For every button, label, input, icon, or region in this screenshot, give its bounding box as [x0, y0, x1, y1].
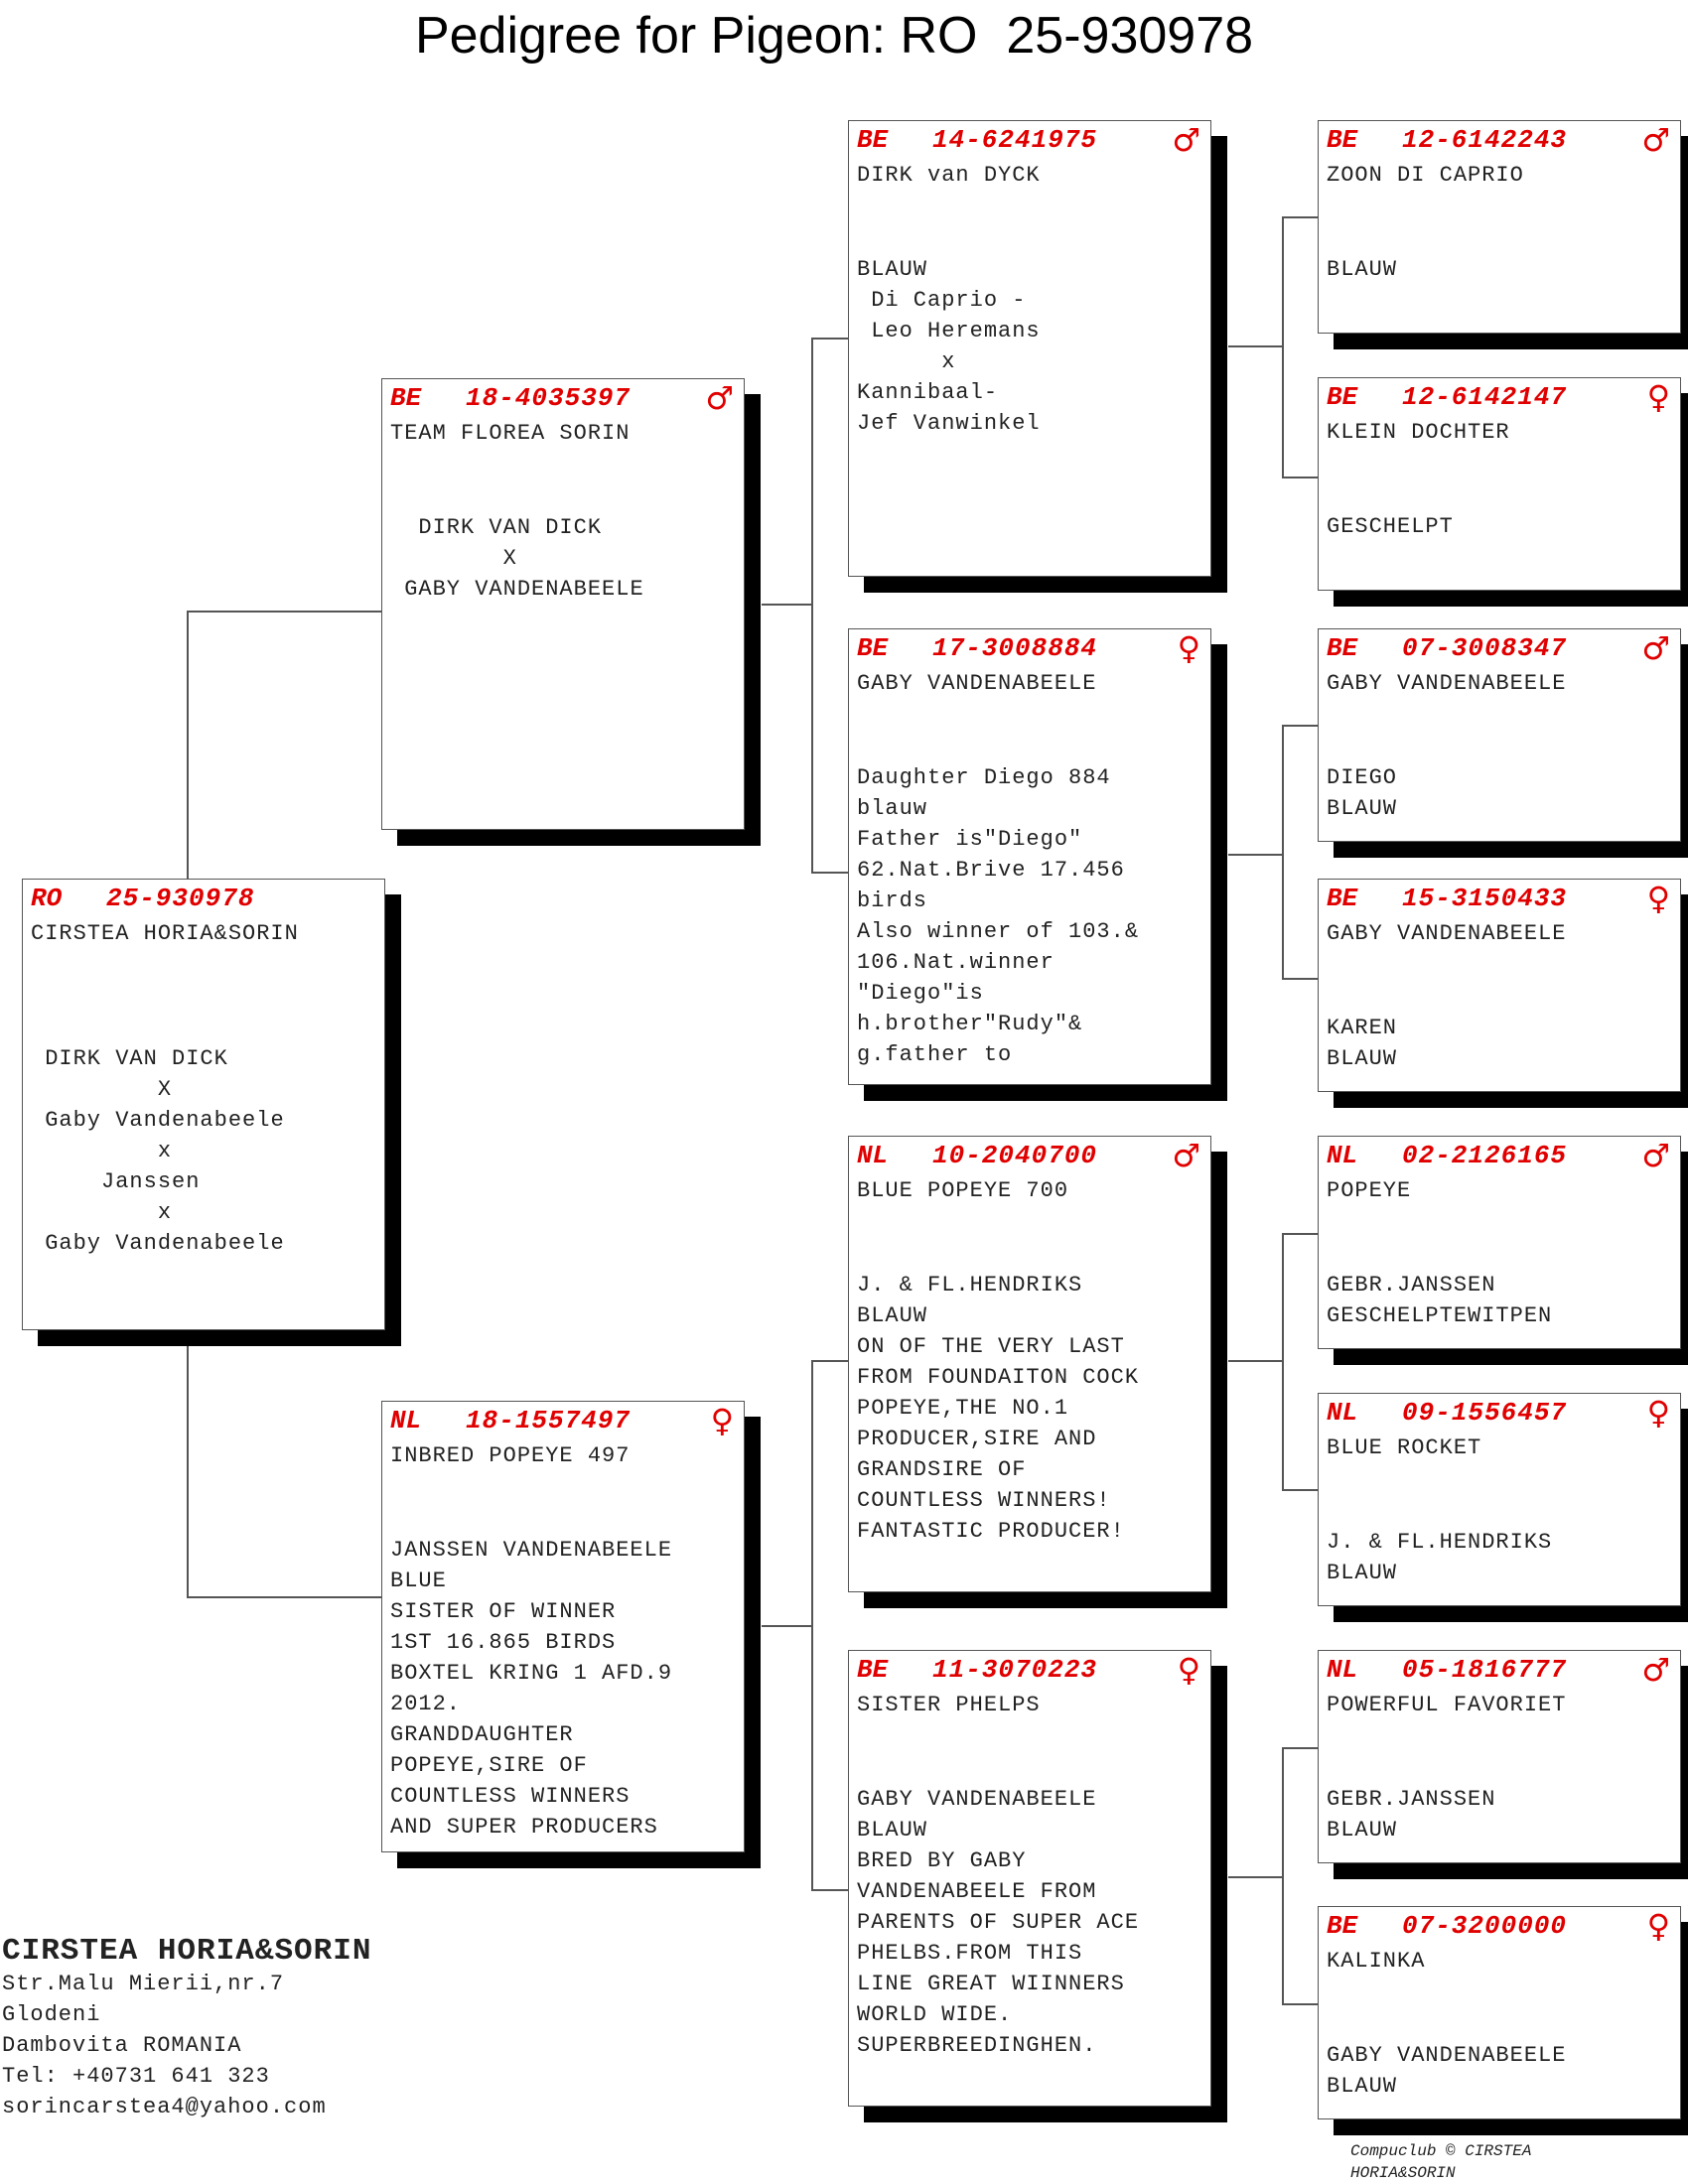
pigeon-details: BLAUW [1327, 257, 1398, 282]
country-code: NL [1327, 1655, 1358, 1685]
ring-number: 15-3150433 [1402, 884, 1568, 913]
pigeon-details: DIRK VAN DICK X Gaby Vandenabeele x Janssen x Gaby Vandenabeele [45, 1046, 285, 1256]
female-icon: ♀ [1646, 1394, 1670, 1432]
female-icon: ♀ [710, 1402, 734, 1439]
male-icon: ♂ [1172, 121, 1200, 159]
pigeon-details: DIEGO BLAUW [1327, 765, 1398, 821]
male-icon: ♂ [705, 379, 734, 417]
pigeon-details: GEBR.JANSSEN GESCHELPTEWITPEN [1327, 1273, 1553, 1328]
footer-line-1: Compuclub © CIRSTEA [1350, 2142, 1532, 2160]
pigeon-details: GABY VANDENABEELE BLAUW BRED BY GABY VANDENABEELE FROM PARENTS OF SUPER ACE PHELBS.FROM THIS LINE GREAT WIINNERS WORLD WIDE. SUPERBREEDINGHEN. [857, 1787, 1140, 2058]
connector-line [187, 1330, 189, 1598]
connector-line [811, 338, 813, 874]
pigeon-card-dam-dam-dam[interactable] [1318, 1906, 1681, 2119]
female-icon: ♀ [1177, 1651, 1200, 1689]
ring-number: 25-930978 [106, 884, 255, 913]
male-icon: ♂ [1641, 121, 1670, 159]
connector-line [1282, 1233, 1284, 1491]
pigeon-card-sire-sire-dam[interactable] [1318, 377, 1681, 591]
male-icon: ♂ [1641, 1137, 1670, 1174]
country-code: NL [1327, 1141, 1358, 1170]
ring-number: 09-1556457 [1402, 1398, 1568, 1428]
ring-number: 07-3008347 [1402, 633, 1568, 663]
pigeon-card-dam-dam-sire[interactable] [1318, 1650, 1681, 1863]
connector-line [1282, 1489, 1318, 1491]
female-icon: ♀ [1177, 629, 1200, 667]
pigeon-details: GEBR.JANSSEN BLAUW [1327, 1787, 1496, 1843]
connector-line [762, 1625, 811, 1627]
ring-number: 18-4035397 [466, 383, 632, 413]
connector-line [1228, 1360, 1282, 1362]
pigeon-name: ZOON DI CAPRIO [1327, 163, 1524, 188]
pigeon-name: KALINKA [1327, 1949, 1426, 1974]
connector-line [1282, 216, 1284, 478]
country-code: NL [857, 1141, 889, 1170]
ring-number: 02-2126165 [1402, 1141, 1568, 1170]
country-code: BE [1327, 125, 1358, 155]
male-icon: ♂ [1641, 1651, 1670, 1689]
connector-line [1282, 216, 1318, 218]
connector-line [762, 604, 811, 606]
pigeon-name: TEAM FLOREA SORIN [390, 421, 631, 446]
pigeon-name: BLUE ROCKET [1327, 1435, 1482, 1460]
pigeon-details: JANSSEN VANDENABEELE BLUE SISTER OF WINNER 1ST 16.865 BIRDS BOXTEL KRING 1 AFD.9 2012. GRANDDAUGHTER POPEYE,SIRE OF COUNTLESS WINNERS AND SUPER PRODUCERS [390, 1538, 673, 1840]
pigeon-name: GABY VANDENABEELE [857, 671, 1097, 696]
country-code: NL [1327, 1398, 1358, 1428]
connector-line [1228, 345, 1282, 347]
connector-line [1282, 477, 1318, 478]
country-code: RO [31, 884, 63, 913]
ring-number: 07-3200000 [1402, 1911, 1568, 1941]
owner-phone: Tel: +40731 641 323 [2, 2064, 270, 2089]
connector-line [1228, 854, 1282, 856]
connector-line [811, 1360, 848, 1362]
ring-number: 05-1816777 [1402, 1655, 1568, 1685]
connector-line [1282, 2003, 1318, 2005]
country-code: BE [857, 633, 889, 663]
pigeon-details: Daughter Diego 884 blauw Father is"Diego" 62.Nat.Brive 17.456 birds Also winner of 103.& 106.Nat.winner "Diego"is h.brother"Rudy"& g.father to [857, 765, 1140, 1067]
pigeon-card-sire-dam-dam[interactable] [1318, 879, 1681, 1092]
male-icon: ♂ [1641, 629, 1670, 667]
owner-town: Glodeni [2, 2002, 101, 2027]
female-icon: ♀ [1646, 378, 1670, 416]
connector-line [811, 1889, 848, 1891]
connector-line [811, 1360, 813, 1891]
female-icon: ♀ [1646, 1907, 1670, 1945]
country-code: BE [390, 383, 422, 413]
country-code: BE [1327, 382, 1358, 412]
country-code: NL [390, 1406, 422, 1435]
connector-line [1282, 978, 1318, 980]
connector-line [1282, 1747, 1318, 1749]
pigeon-card-dam-dam[interactable] [848, 1650, 1211, 2107]
pigeon-card-dam-sire[interactable] [848, 1136, 1211, 1592]
pigeon-name: KLEIN DOCHTER [1327, 420, 1510, 445]
pigeon-name: SISTER PHELPS [857, 1693, 1041, 1717]
pigeon-name: DIRK van DYCK [857, 163, 1041, 188]
pigeon-details: BLAUW Di Caprio - Leo Heremans x Kannibaal- Jef Vanwinkel [857, 257, 1041, 436]
pigeon-card-dam[interactable] [381, 1401, 745, 1852]
pigeon-card-sire-dam[interactable] [848, 628, 1211, 1085]
ring-number: 18-1557497 [466, 1406, 632, 1435]
owner-contact [2, 1934, 371, 2122]
pigeon-name: GABY VANDENABEELE [1327, 671, 1567, 696]
connector-line [811, 872, 848, 874]
country-code: BE [1327, 633, 1358, 663]
country-code: BE [1327, 884, 1358, 913]
ring-number: 10-2040700 [932, 1141, 1098, 1170]
connector-line [1282, 1233, 1318, 1235]
connector-line [811, 338, 848, 340]
pigeon-card-subject[interactable] [22, 879, 385, 1330]
page-title: Pedigree for Pigeon: RO 25-930978 [414, 7, 1254, 65]
pigeon-details: GABY VANDENABEELE BLAUW [1327, 2043, 1567, 2099]
pigeon-name: BLUE POPEYE 700 [857, 1178, 1069, 1203]
pigeon-card-dam-sire-dam[interactable] [1318, 1393, 1681, 1606]
pigeon-details: J. & FL.HENDRIKS BLAUW ON OF THE VERY LAST FROM FOUNDAITON COCK POPEYE,THE NO.1 PRODUCER,SIRE AND GRANDSIRE OF COUNTLESS WINNERS! FANTASTIC PRODUCER! [857, 1273, 1140, 1544]
connector-line [187, 611, 381, 613]
connector-line [1282, 725, 1284, 980]
connector-line [1228, 1876, 1282, 1878]
country-code: BE [857, 1655, 889, 1685]
ring-number: 17-3008884 [932, 633, 1098, 663]
pigeon-details: KAREN BLAUW [1327, 1016, 1398, 1071]
ring-number: 12-6142147 [1402, 382, 1568, 412]
pigeon-card-sire-dam-sire[interactable] [1318, 628, 1681, 842]
ring-number: 12-6142243 [1402, 125, 1568, 155]
connector-line [1282, 725, 1318, 727]
pigeon-name: POPEYE [1327, 1178, 1412, 1203]
owner-region: Dambovita ROMANIA [2, 2033, 242, 2058]
pigeon-name: CIRSTEA HORIA&SORIN [31, 921, 299, 946]
pigeon-details: DIRK VAN DICK X GABY VANDENABEELE [404, 515, 644, 602]
pigeon-card-sire[interactable] [381, 378, 745, 830]
pigeon-card-sire-sire[interactable] [848, 120, 1211, 577]
female-icon: ♀ [1646, 880, 1670, 917]
pigeon-details: J. & FL.HENDRIKS BLAUW [1327, 1530, 1553, 1585]
male-icon: ♂ [1172, 1137, 1200, 1174]
country-code: BE [857, 125, 889, 155]
pigeon-card-sire-sire-sire[interactable] [1318, 120, 1681, 334]
owner-name: CIRSTEA HORIA&SORIN [2, 1934, 372, 1969]
pigeon-name: POWERFUL FAVORIET [1327, 1693, 1567, 1717]
owner-street: Str.Malu Mierii,nr.7 [2, 1972, 285, 1996]
pigeon-name: INBRED POPEYE 497 [390, 1443, 631, 1468]
connector-line [187, 611, 189, 879]
ring-number: 11-3070223 [932, 1655, 1098, 1685]
pigeon-details: GESCHELPT [1327, 514, 1454, 539]
copyright-footer [1350, 2140, 1531, 2184]
connector-line [1282, 1747, 1284, 2005]
owner-email[interactable]: sorincarstea4@yahoo.com [2, 2095, 327, 2119]
pigeon-name: GABY VANDENABEELE [1327, 921, 1567, 946]
connector-line [187, 1596, 381, 1598]
country-code: BE [1327, 1911, 1358, 1941]
ring-number: 14-6241975 [932, 125, 1098, 155]
pigeon-card-dam-sire-sire[interactable] [1318, 1136, 1681, 1349]
footer-line-2: HORIA&SORIN [1350, 2164, 1456, 2182]
